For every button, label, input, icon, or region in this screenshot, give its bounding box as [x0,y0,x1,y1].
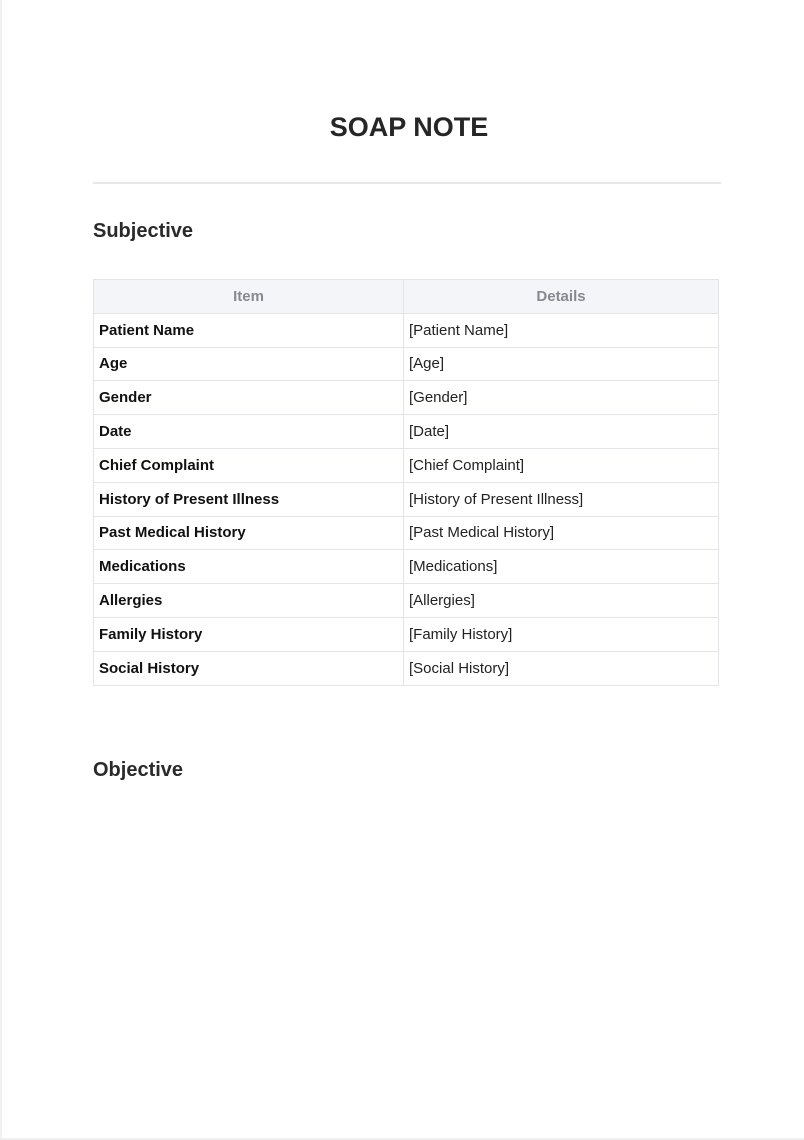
row-details: [Date] [404,415,719,449]
table-row [94,482,719,516]
table-row [94,448,719,482]
table-header-row [94,280,719,314]
row-details: [Patient Name] [404,313,719,347]
row-details: [Allergies] [404,584,719,618]
column-header-item: Item [94,280,404,314]
row-details: [Chief Complaint] [404,448,719,482]
table-row [94,617,719,651]
row-item: Family History [94,617,404,651]
divider [93,182,721,184]
row-details: [Past Medical History] [404,516,719,550]
subjective-table [93,279,719,686]
table-row [94,381,719,415]
row-details: [Family History] [404,617,719,651]
page-title: SOAP NOTE [329,112,489,142]
row-details: [Age] [404,347,719,381]
row-item: Medications [94,550,404,584]
row-item: History of Present Illness [94,482,404,516]
row-details: [History of Present Illness] [404,482,719,516]
row-item: Gender [94,381,404,415]
table-row [94,651,719,685]
section-heading-subjective: Subjective [93,220,194,242]
table-row [94,347,719,381]
row-item: Patient Name [94,313,404,347]
row-details: [Medications] [404,550,719,584]
table-row [94,584,719,618]
row-item: Past Medical History [94,516,404,550]
table-row [94,516,719,550]
row-details: [Social History] [404,651,719,685]
row-details: [Gender] [404,381,719,415]
row-item: Chief Complaint [94,448,404,482]
section-heading-objective: Objective [93,759,184,781]
row-item: Social History [94,651,404,685]
row-item: Date [94,415,404,449]
row-item: Allergies [94,584,404,618]
table-row [94,313,719,347]
table-row [94,550,719,584]
row-item: Age [94,347,404,381]
document-page [2,0,804,1138]
column-header-details: Details [404,280,719,314]
table-row [94,415,719,449]
